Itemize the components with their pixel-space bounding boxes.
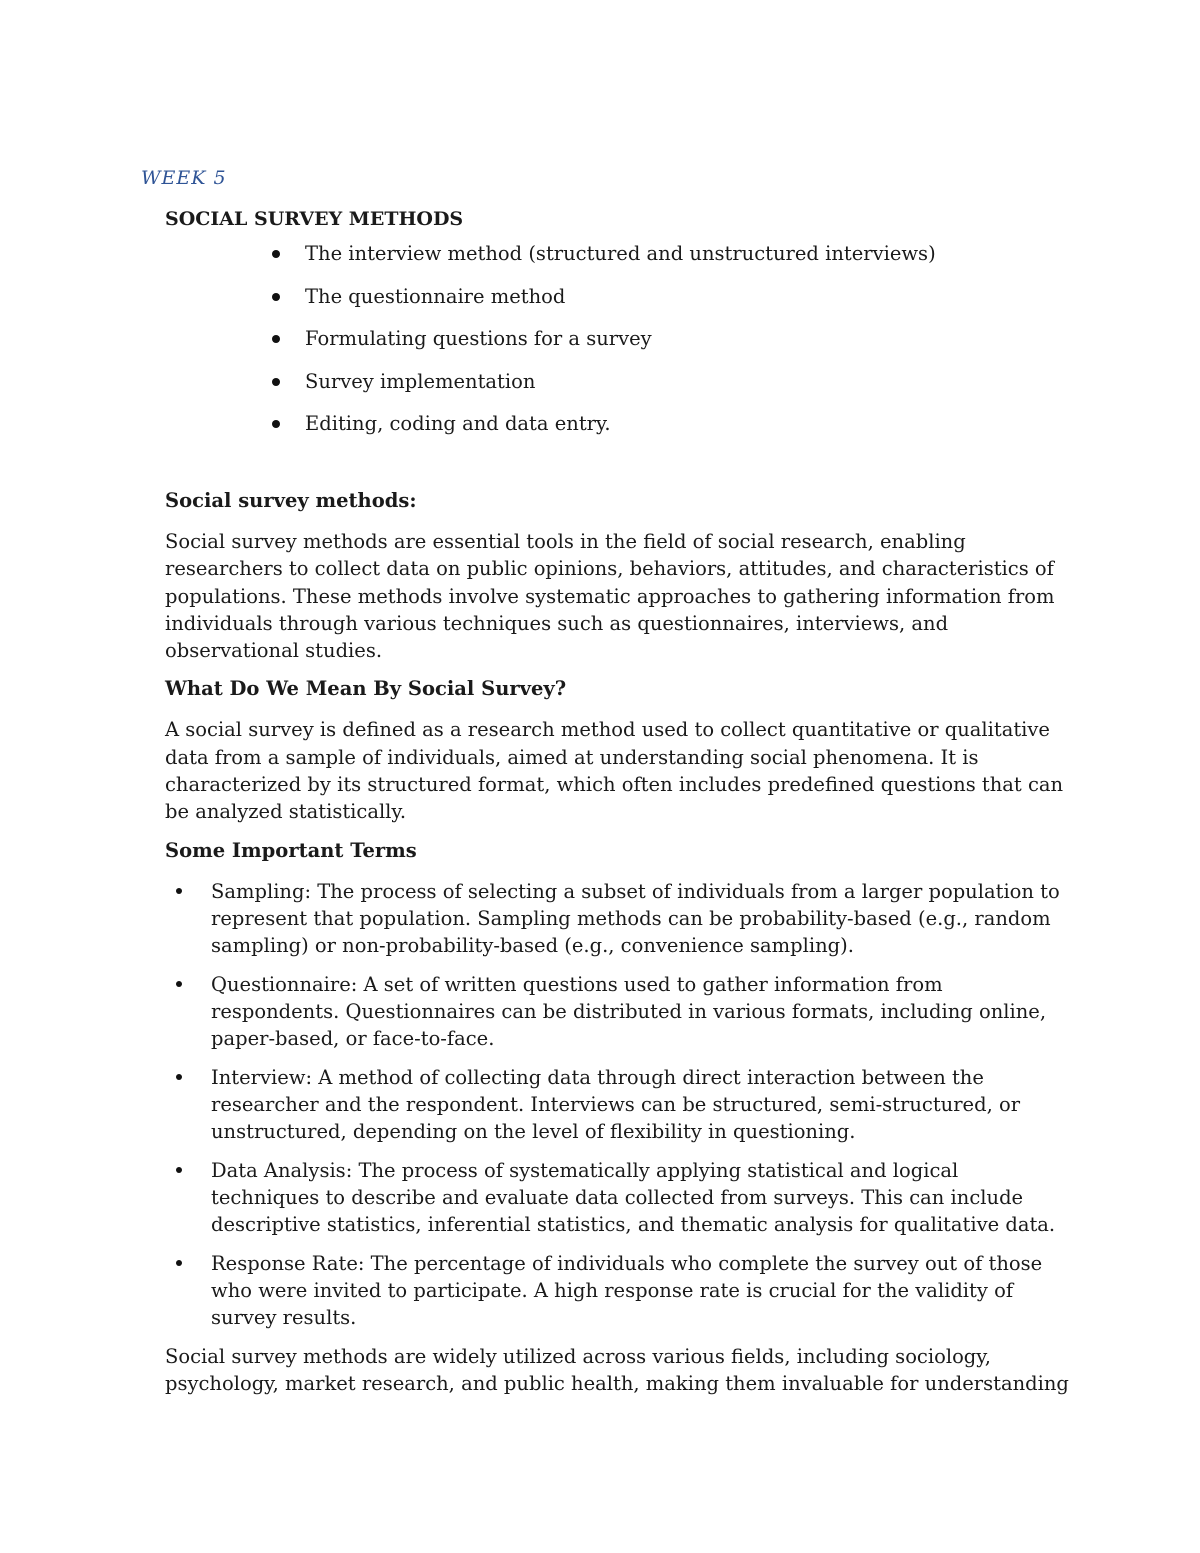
- topic-text: The interview method (structured and unstructured interviews): [305, 242, 936, 265]
- bullet-icon: [176, 1167, 182, 1173]
- list-item: [272, 411, 1070, 437]
- topic-list: [165, 241, 1070, 437]
- section-heading: What Do We Mean By Social Survey?: [165, 677, 567, 701]
- topic-text: Editing, coding and data entry.: [305, 412, 611, 435]
- bullet-icon: [176, 981, 182, 987]
- bullet-icon: [272, 293, 280, 301]
- bullet-icon: [176, 888, 182, 894]
- document-content: [141, 166, 1070, 1409]
- bullet-icon: [272, 378, 280, 386]
- term-text: Data Analysis: The process of systematically applying statistical and logical techniques to describe and evaluate data collected from surveys. This can include descriptive statistics, inferential statistics, and thematic analysis for qualitative data.: [211, 1158, 1056, 1236]
- bullet-icon: [272, 335, 280, 343]
- topic-text: Survey implementation: [305, 369, 536, 393]
- list-item: [272, 284, 1070, 310]
- list-item: [272, 326, 1070, 352]
- section-paragraph: A social survey is defined as a research method used to collect quantitative or qualitative data from a sample of individuals, aimed at understanding social phenomena. It is characterized by its structured format, which often includes predefined questions that can be analyzed statistically.: [165, 718, 1064, 824]
- list-item: [272, 241, 1070, 267]
- list-item: [165, 971, 1070, 1052]
- terms-list: [165, 878, 1070, 1331]
- bullet-icon: [272, 420, 280, 428]
- section-heading: Social survey methods:: [165, 489, 417, 512]
- closing-paragraph: Social survey methods are widely utilized across various fields, including sociology, psychology, market research, and public health, making them invaluable for understanding: [165, 1344, 1069, 1395]
- topic-text: Formulating questions for a survey: [305, 327, 652, 350]
- term-text: Sampling: The process of selecting a subset of individuals from a larger population to represent that population. Sampling methods can be probability-based (e.g., random sampling) or non-probability-based (e.g., convenience sampling).: [211, 879, 1060, 957]
- week-label: WEEK 5: [141, 167, 227, 189]
- section-paragraph: Social survey methods are essential tools in the field of social research, enabling researchers to collect data on public opinions, behaviors, attitudes, and characteristics of populations. These methods involve systematic approaches to gathering information from individuals through various techniques such as questionnaires, interviews, and observational studies.: [165, 530, 1055, 663]
- bullet-icon: [176, 1074, 182, 1080]
- list-item: [272, 369, 1070, 395]
- list-item: [165, 1064, 1070, 1145]
- document-title: SOCIAL SURVEY METHODS: [165, 208, 464, 230]
- term-text: Interview: A method of collecting data through direct interaction between the researcher and the respondent. Interviews can be structured, semi-structured, or unstructured, depending on the level of flexibility in questioning.: [211, 1065, 1021, 1143]
- term-text: Response Rate: The percentage of individuals who complete the survey out of those who were invited to participate. A high response rate is crucial for the validity of survey results.: [211, 1251, 1043, 1329]
- section-heading: Some Important Terms: [165, 838, 417, 862]
- bullet-icon: [176, 1260, 182, 1266]
- list-item: [165, 1250, 1070, 1331]
- list-item: [165, 1157, 1070, 1238]
- term-text: Questionnaire: A set of written questions used to gather information from respondents. Questionnaires can be distributed in various formats, including online, paper-based, or face-to-face.: [211, 972, 1047, 1050]
- list-item: [165, 878, 1070, 959]
- topic-text: The questionnaire method: [305, 284, 566, 308]
- bullet-icon: [272, 250, 280, 258]
